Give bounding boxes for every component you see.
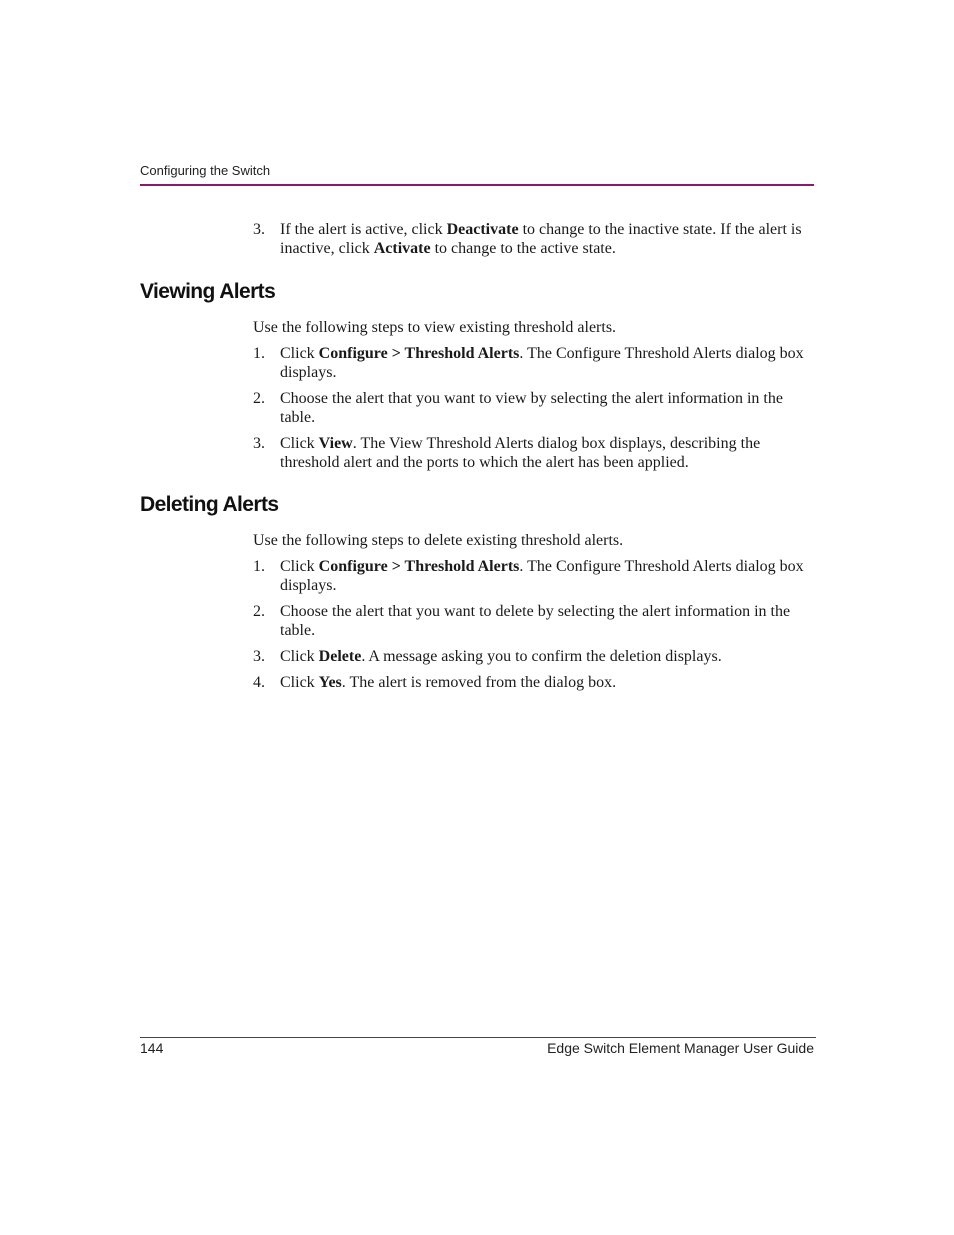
ui-command-text: Configure > Threshold Alerts [318, 345, 520, 362]
header-rule [140, 184, 814, 186]
step-text: to change to the inactive state. If the alert is inactive, click [280, 221, 802, 257]
step-text: . The Configure Threshold Alerts dialog box displays. [280, 558, 804, 594]
step-text: Click [280, 648, 319, 665]
ui-command-text: View [318, 435, 353, 452]
step-number: 3. [253, 435, 265, 452]
viewing-alerts-steps [253, 344, 815, 479]
step-text: to change to the active state. [430, 240, 616, 257]
running-header: Configuring the Switch [140, 163, 271, 178]
step-number: 2. [253, 603, 265, 620]
step-number: 3. [253, 648, 265, 665]
step-number: 1. [253, 345, 265, 362]
step-item [253, 647, 815, 666]
step-text: . A message asking you to confirm the deletion displays. [361, 648, 722, 665]
deleting-alerts-heading: Deleting Alerts [140, 493, 279, 516]
step-item [253, 602, 815, 640]
step-item [253, 389, 815, 427]
step-item [253, 434, 815, 472]
ui-command-text: Delete [318, 648, 362, 665]
ui-command-text: Configure > Threshold Alerts [318, 558, 520, 575]
step-number: 4. [253, 674, 265, 691]
step-number: 2. [253, 390, 265, 407]
step-item [253, 557, 815, 595]
step-item [253, 220, 815, 258]
step-text: Click [280, 435, 319, 452]
continued-steps-list [253, 220, 815, 265]
step-text: . The Configure Threshold Alerts dialog box displays. [280, 345, 804, 381]
deleting-alerts-intro: Use the following steps to delete existing threshold alerts. [253, 532, 624, 549]
step-text: Click [280, 345, 319, 362]
step-text: Click [280, 558, 319, 575]
ui-command-text: Deactivate [446, 221, 519, 238]
viewing-alerts-heading: Viewing Alerts [140, 280, 276, 303]
step-text: If the alert is active, click [280, 221, 447, 238]
step-number: 1. [253, 558, 265, 575]
page-number: 144 [140, 1040, 164, 1056]
ui-command-text: Activate [373, 240, 431, 257]
step-text: Choose the alert that you want to view by selecting the alert information in the table. [280, 390, 783, 426]
ui-command-text: Yes [318, 674, 342, 691]
step-text: Click [280, 674, 319, 691]
guide-title: Edge Switch Element Manager User Guide [547, 1040, 814, 1056]
footer-rule [140, 1037, 816, 1038]
deleting-alerts-steps [253, 557, 815, 699]
step-item [253, 673, 815, 692]
step-text: . The View Threshold Alerts dialog box displays, describing the threshold alert and the ports to which the alert has been applied. [280, 435, 761, 471]
step-text: Choose the alert that you want to delete by selecting the alert information in the table. [280, 603, 791, 639]
step-item [253, 344, 815, 382]
step-text: . The alert is removed from the dialog box. [341, 674, 617, 691]
step-number: 3. [253, 221, 265, 238]
viewing-alerts-intro: Use the following steps to view existing threshold alerts. [253, 319, 617, 336]
